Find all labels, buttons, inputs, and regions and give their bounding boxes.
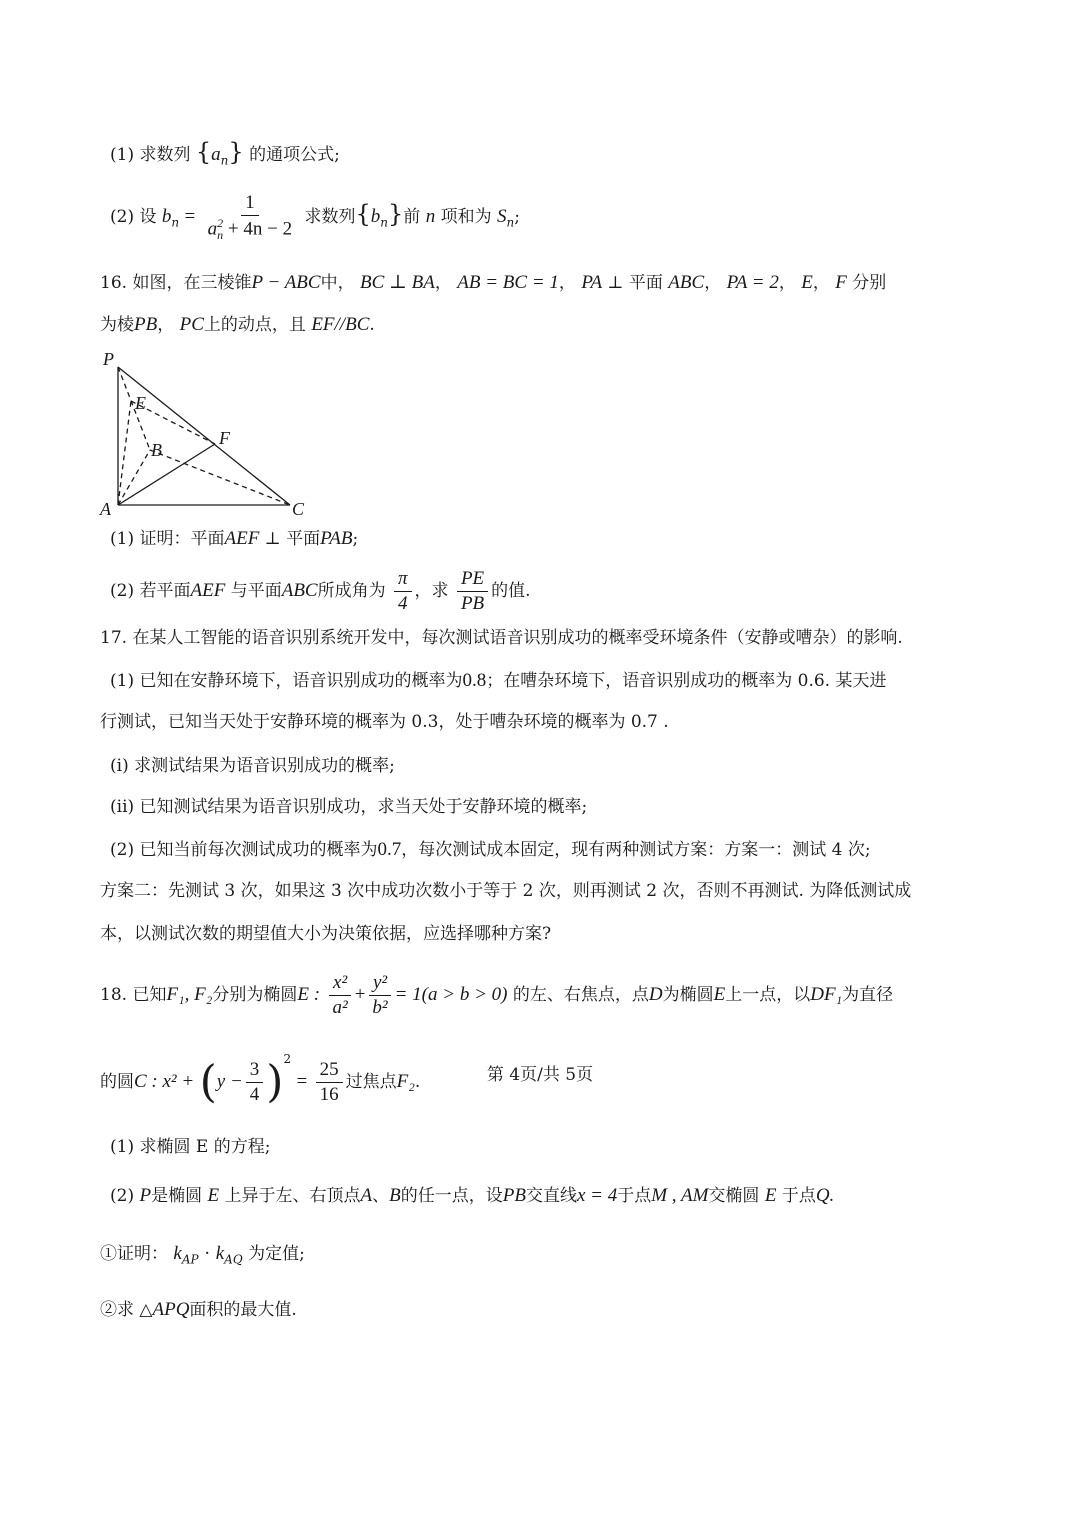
label-F: F: [219, 428, 230, 448]
label-C: C: [292, 499, 305, 519]
label-B: B: [151, 440, 162, 460]
q18-stem-line1: 18. 已知F₁, F₂分别为椭圆E : $\frac{\text{x²}}{\text{a²}}$ + $\frac{\text{y²}}{\text{b²}}$ = 1(a > b > 0) 的左、右焦点，点D为椭圆E上一点，以DF₁为直径: [100, 972, 894, 1018]
q17-part2-line2: 方案二：先测试 3 次，如果这 3 次中成功次数小于等于 2 次，则再测试 2 次，否则不再测试. 为降低测试成: [100, 881, 912, 901]
label-P: P: [103, 349, 114, 369]
q15-part1: (1) 求数列 $\{a_n\}$ 的通项公式;: [110, 138, 340, 168]
q16-stem-line2: 为棱PB， PC上的动点，且 EF//BC.: [100, 314, 375, 335]
label-E: E: [135, 393, 146, 413]
q15-part2: (2) 设 $b_n$ = $\frac{1}{a^2_n + 4n - 2}$ 求数列$\{b_n\}$前 n 项和为 $S_n$;: [110, 192, 520, 242]
q17-stem: 17. 在某人工智能的语音识别系统开发中，每次测试语音识别成功的概率受环境条件（安静或嘈杂）的影响.: [100, 628, 903, 648]
edge-AE: [118, 401, 131, 505]
page-footer: 第 4页/共 5页: [486, 1065, 594, 1085]
q18-part1: (1) 求椭圆 E 的方程;: [110, 1137, 271, 1157]
q18-part2: (2) P是椭圆 E 上异于左、右顶点A、B的任一点，设PB交直线x = 4于点M , AM交椭圆 E 于点Q.: [110, 1185, 835, 1206]
edge-AF: [118, 444, 215, 505]
angle-fraction: $\frac{\pi}{4}$: [394, 568, 412, 615]
q18-claim2: ②求 △APQ面积的最大值.: [100, 1299, 297, 1320]
q18-stem-line2: 的圆C : x² + (y − $\frac{3}{4}$ )$^2$ = $\frac{25}{16}$ 过焦点F₂.: [100, 1052, 421, 1108]
q16-part1: (1) 证明：平面AEF ⊥ 平面PAB;: [110, 528, 359, 549]
ratio-fraction: $\frac{PE}{PB}$: [457, 568, 488, 615]
q15-fraction: $\frac{1}{a^2_n + 4n - 2}$: [207, 192, 293, 242]
q17-part2-line1: (2) 已知当前每次测试成功的概率为0.7，每次测试成本固定，现有两种测试方案：方案一：测试 4 次;: [110, 839, 871, 860]
q17-part1-ii: (ii) 已知测试结果为语音识别成功，求当天处于安静环境的概率;: [110, 797, 588, 817]
label-A: A: [100, 499, 111, 519]
pyramid-figure: [95, 345, 325, 520]
q17-part1-line2: 行测试，已知当天处于安静环境的概率为 0.3，处于嘈杂环境的概率为 0.7 .: [100, 712, 669, 732]
edge-BC: [150, 450, 290, 505]
q16-stem-line1: 16. 如图，在三棱锥P − ABC中， BC ⊥ BA， AB = BC = 1， PA ⊥ 平面 ABC， PA = 2， E， F 分别: [100, 272, 887, 293]
edge-AB: [118, 450, 150, 505]
q17-part1-i: (i) 求测试结果为语音识别成功的概率;: [110, 756, 395, 776]
q18-claim1: ①证明： $k_{AP} \cdot k_{AQ}$ 为定值;: [100, 1243, 305, 1267]
q16-part2: (2) 若平面AEF 与平面ABC所成角为 $\frac{\pi}{4}$ ，求 $\frac{PE}{PB}$ 的值.: [110, 568, 531, 614]
q17-part2-line3: 本，以测试次数的期望值大小为决策依据，应选择哪种方案?: [100, 924, 552, 944]
edge-PC: [118, 367, 290, 505]
q17-part1-line1: (1) 已知在安静环境下，语音识别成功的概率为0.8；在嘈杂环境下，语音识别成功的概率为 0.6. 某天进: [110, 670, 887, 691]
